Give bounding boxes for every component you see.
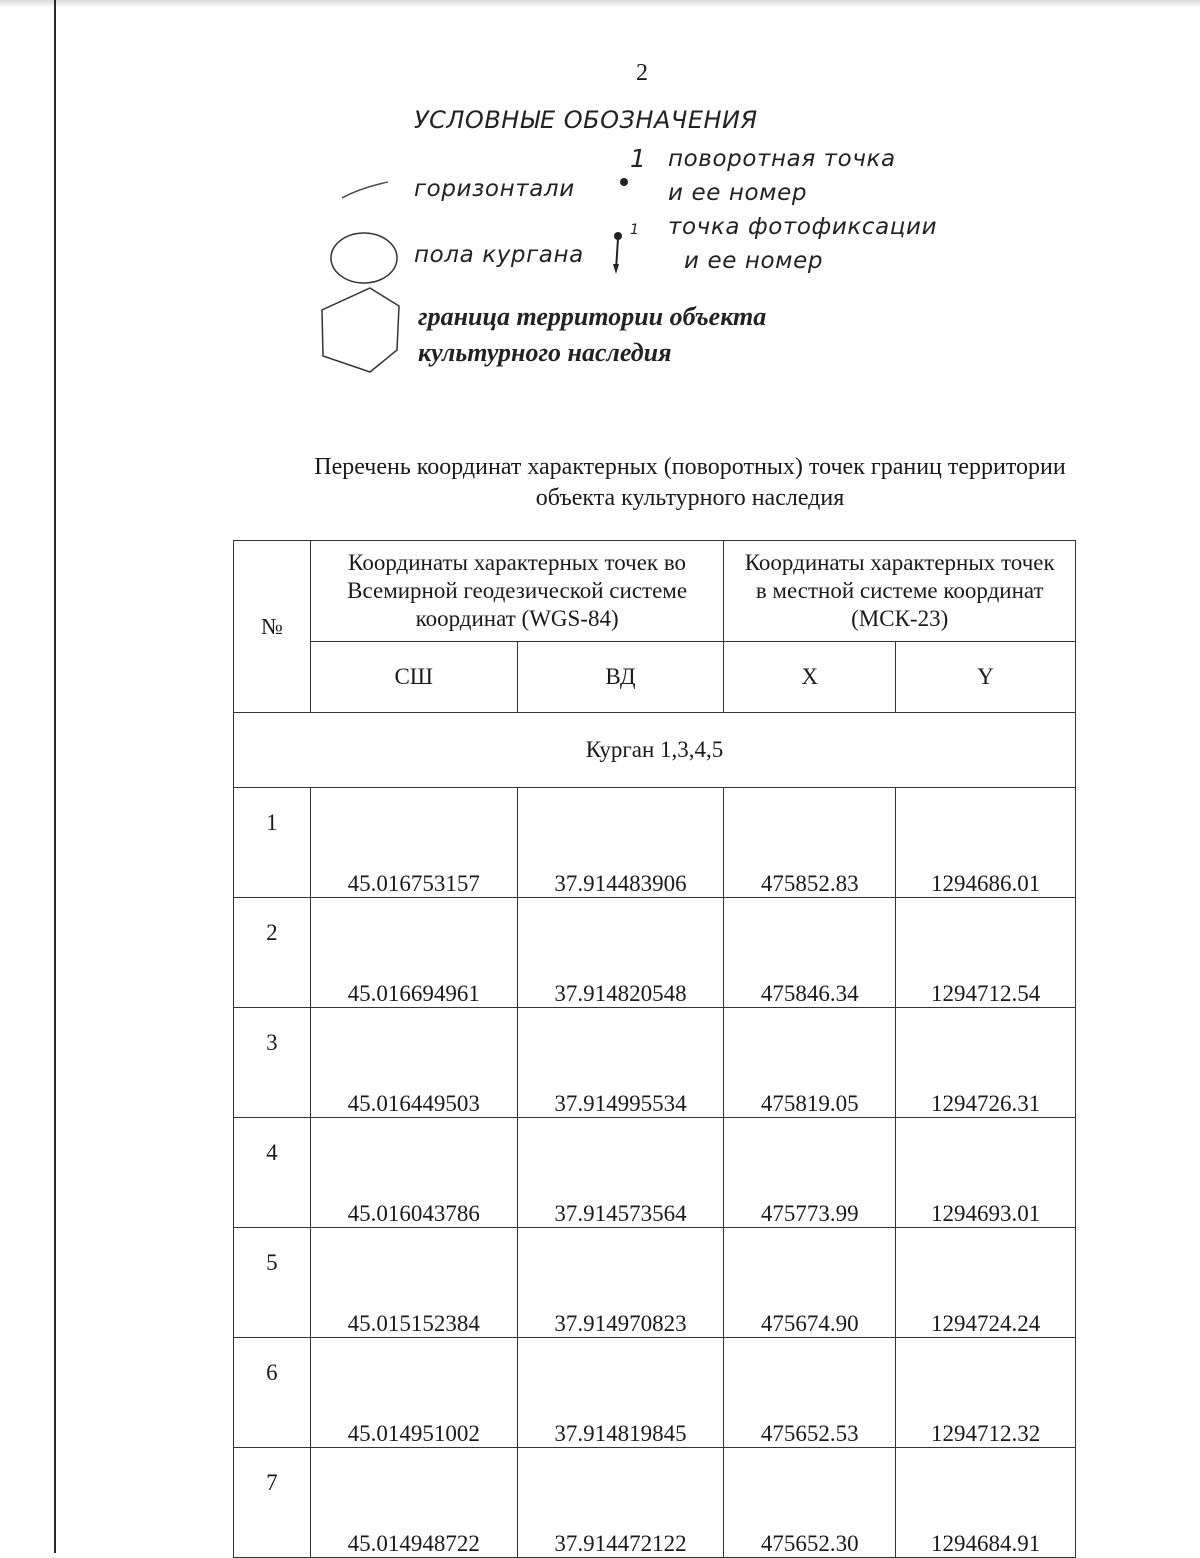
table-row xyxy=(234,1008,1076,1118)
legend-turning-point-line2: и ее номер xyxy=(668,180,808,206)
coordinates-table xyxy=(233,540,1076,1558)
cell-y: 1294684.91 xyxy=(896,1448,1076,1558)
subheader-y: Y xyxy=(896,642,1076,713)
cell-latitude: 45.016694961 xyxy=(310,898,517,1008)
row-number: 5 xyxy=(234,1228,311,1338)
cell-y: 1294712.32 xyxy=(896,1338,1076,1448)
cell-x: 475852.83 xyxy=(724,788,896,898)
cell-y: 1294724.24 xyxy=(896,1228,1076,1338)
cell-longitude: 37.914995534 xyxy=(517,1008,724,1118)
cell-latitude: 45.016043786 xyxy=(310,1118,517,1228)
header-msk23: Координаты характерных точек в местной системе координат (МСК-23) xyxy=(724,541,1076,642)
subheader-x: X xyxy=(724,642,896,713)
table-row xyxy=(234,1228,1076,1338)
cell-longitude: 37.914820548 xyxy=(517,898,724,1008)
subheader-longitude: ВД xyxy=(517,642,724,713)
table-caption-line2: объекта культурного наследия xyxy=(535,485,845,511)
contour-line-icon xyxy=(342,182,388,198)
table-row xyxy=(234,788,1076,898)
table-row xyxy=(234,1338,1076,1448)
legend-boundary-line1: граница территории объекта xyxy=(418,302,767,331)
cell-x: 475846.34 xyxy=(724,898,896,1008)
scan-left-edge xyxy=(54,0,56,1553)
page-number: 2 xyxy=(636,60,648,86)
table-caption-line1: Перечень координат характерных (поворотных) точек границ территории xyxy=(314,454,1066,480)
header-number: № xyxy=(234,541,311,713)
legend-mound-floor-label: пола кургана xyxy=(414,242,584,268)
row-number: 7 xyxy=(234,1448,311,1558)
boundary-hexagon-icon xyxy=(322,288,399,372)
photo-point-icon xyxy=(613,232,622,274)
cell-latitude: 45.016753157 xyxy=(310,788,517,898)
legend-title: УСЛОВНЫЕ ОБОЗНАЧЕНИЯ xyxy=(414,106,758,134)
cell-longitude: 37.914819845 xyxy=(517,1338,724,1448)
cell-x: 475773.99 xyxy=(724,1118,896,1228)
row-number: 6 xyxy=(234,1338,311,1448)
cell-latitude: 45.014951002 xyxy=(310,1338,517,1448)
legend-boundary-line2: культурного наследия xyxy=(418,338,672,367)
scan-top-shadow xyxy=(0,0,1200,8)
row-number: 4 xyxy=(234,1118,311,1228)
cell-longitude: 37.914970823 xyxy=(517,1228,724,1338)
cell-latitude: 45.016449503 xyxy=(310,1008,517,1118)
row-number: 1 xyxy=(234,788,311,898)
table-row xyxy=(234,1448,1076,1558)
cell-y: 1294712.54 xyxy=(896,898,1076,1008)
legend-turning-point-number: 1 xyxy=(630,144,647,173)
legend-contours-label: горизонтали xyxy=(414,176,575,202)
cell-y: 1294726.31 xyxy=(896,1008,1076,1118)
mound-floor-icon xyxy=(331,233,397,283)
row-number: 3 xyxy=(234,1008,311,1118)
cell-longitude: 37.914483906 xyxy=(517,788,724,898)
cell-x: 475674.90 xyxy=(724,1228,896,1338)
table-row xyxy=(234,898,1076,1008)
legend-turning-point-line1: поворотная точка xyxy=(668,146,896,172)
table-caption xyxy=(200,452,1180,514)
subheader-latitude: СШ xyxy=(310,642,517,713)
cell-x: 475819.05 xyxy=(724,1008,896,1118)
table-row xyxy=(234,1118,1076,1228)
cell-x: 475652.30 xyxy=(724,1448,896,1558)
cell-longitude: 37.914573564 xyxy=(517,1118,724,1228)
legend-photo-point-line1: точка фотофиксации xyxy=(668,214,938,240)
cell-longitude: 37.914472122 xyxy=(517,1448,724,1558)
legend-photo-point-line2: и ее номер xyxy=(684,248,824,274)
cell-x: 475652.53 xyxy=(724,1338,896,1448)
cell-y: 1294686.01 xyxy=(896,788,1076,898)
turning-point-icon xyxy=(620,178,628,186)
legend-photo-point-number: 1 xyxy=(630,222,640,238)
row-number: 2 xyxy=(234,898,311,1008)
cell-latitude: 45.015152384 xyxy=(310,1228,517,1338)
header-wgs84: Координаты характерных точек во Всемирной геодезической системе координат (WGS-84) xyxy=(310,541,724,642)
cell-y: 1294693.01 xyxy=(896,1118,1076,1228)
cell-latitude: 45.014948722 xyxy=(310,1448,517,1558)
group-label: Курган 1,3,4,5 xyxy=(234,713,1076,788)
